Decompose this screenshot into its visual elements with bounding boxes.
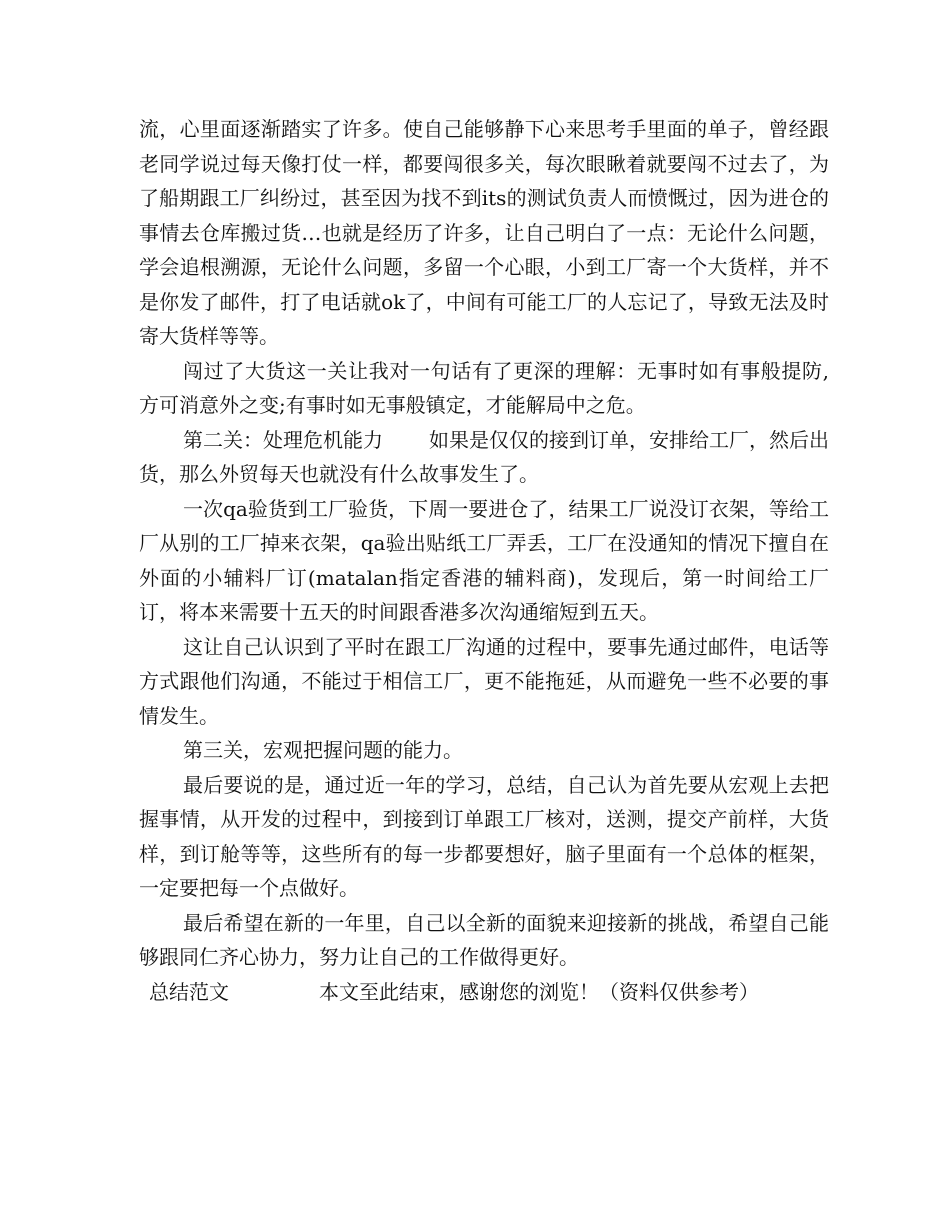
paragraph-4: 这让自己认识到了平时在跟工厂沟通的过程中，要事先通过邮件，电话等方式跟他们沟通，不能过于相信工厂，更不能拖延，从而避免一些不必要的事情发生。 [139,634,829,728]
section-two-text: 如果是仅仅的接到订单，安排给工厂，然后出货，那么外贸每天也就没有什么故事发生了。 [139,427,829,486]
paragraph-5: 最后要说的是，通过近一年的学习，总结，自己认为首先要从宏观上去把握事情，从开发的过程中，到接到订单跟工厂核对，送测，提交产前样，大货样，到订舱等等，这些所有的每一步都要想好，脑子里面有一个总体的框架，一定要把每一个点做好。 [139,772,829,900]
document-footer [139,975,829,1010]
section-two-heading: 第二关：处理危机能力 [183,427,383,452]
paragraph-1: 流，心里面逐渐踏实了许多。使自己能够静下心来思考手里面的单子，曾经跟老同学说过每天像打仗一样，都要闯很多关，每次眼瞅着就要闯不过去了，为了船期跟工厂纠纷过，甚至因为找不到its的测试负责人而愤慨过，因为进仓的事情去仓库搬过货…也就是经历了许多，让自己明白了一点：无论什么问题，学会追根溯源，无论什么问题，多留一个心眼，小到工厂寄一个大货样，并不是你发了邮件，打了电话就ok了，中间有可能工厂的人忘记了，导致无法及时寄大货样等等。 [139,117,829,348]
footer-label: 总结范文 [149,979,229,1004]
paragraph-6: 最后希望在新的一年里，自己以全新的面貌来迎接新的挑战，希望自己能够跟同仁齐心协力，努力让自己的工作做得更好。 [139,910,829,969]
document-body [139,112,829,1009]
section-three-heading: 第三关，宏观把握问题的能力。 [183,738,463,762]
paragraph-2: 闯过了大货这一关让我对一句话有了更深的理解：无事时如有事般提防,方可消意外之变;有事时如无事般镇定，才能解局中之危。 [139,358,829,417]
paragraph-3: 一次qa验货到工厂验货，下周一要进仓了，结果工厂说没订衣架，等给工厂从别的工厂掉来衣架，qa验出贴纸工厂弄丢，工厂在没通知的情况下擅自在外面的小辅料厂订(matalan指定香港的辅料商)，发现后，第一时间给工厂订，将本来需要十五天的时间跟香港多次沟通缩短到五天。 [139,496,829,624]
section-two-paragraph [139,423,829,492]
footer-closing: 本文至此结束，感谢您的浏览！（资料仅供参考） [319,979,759,1004]
